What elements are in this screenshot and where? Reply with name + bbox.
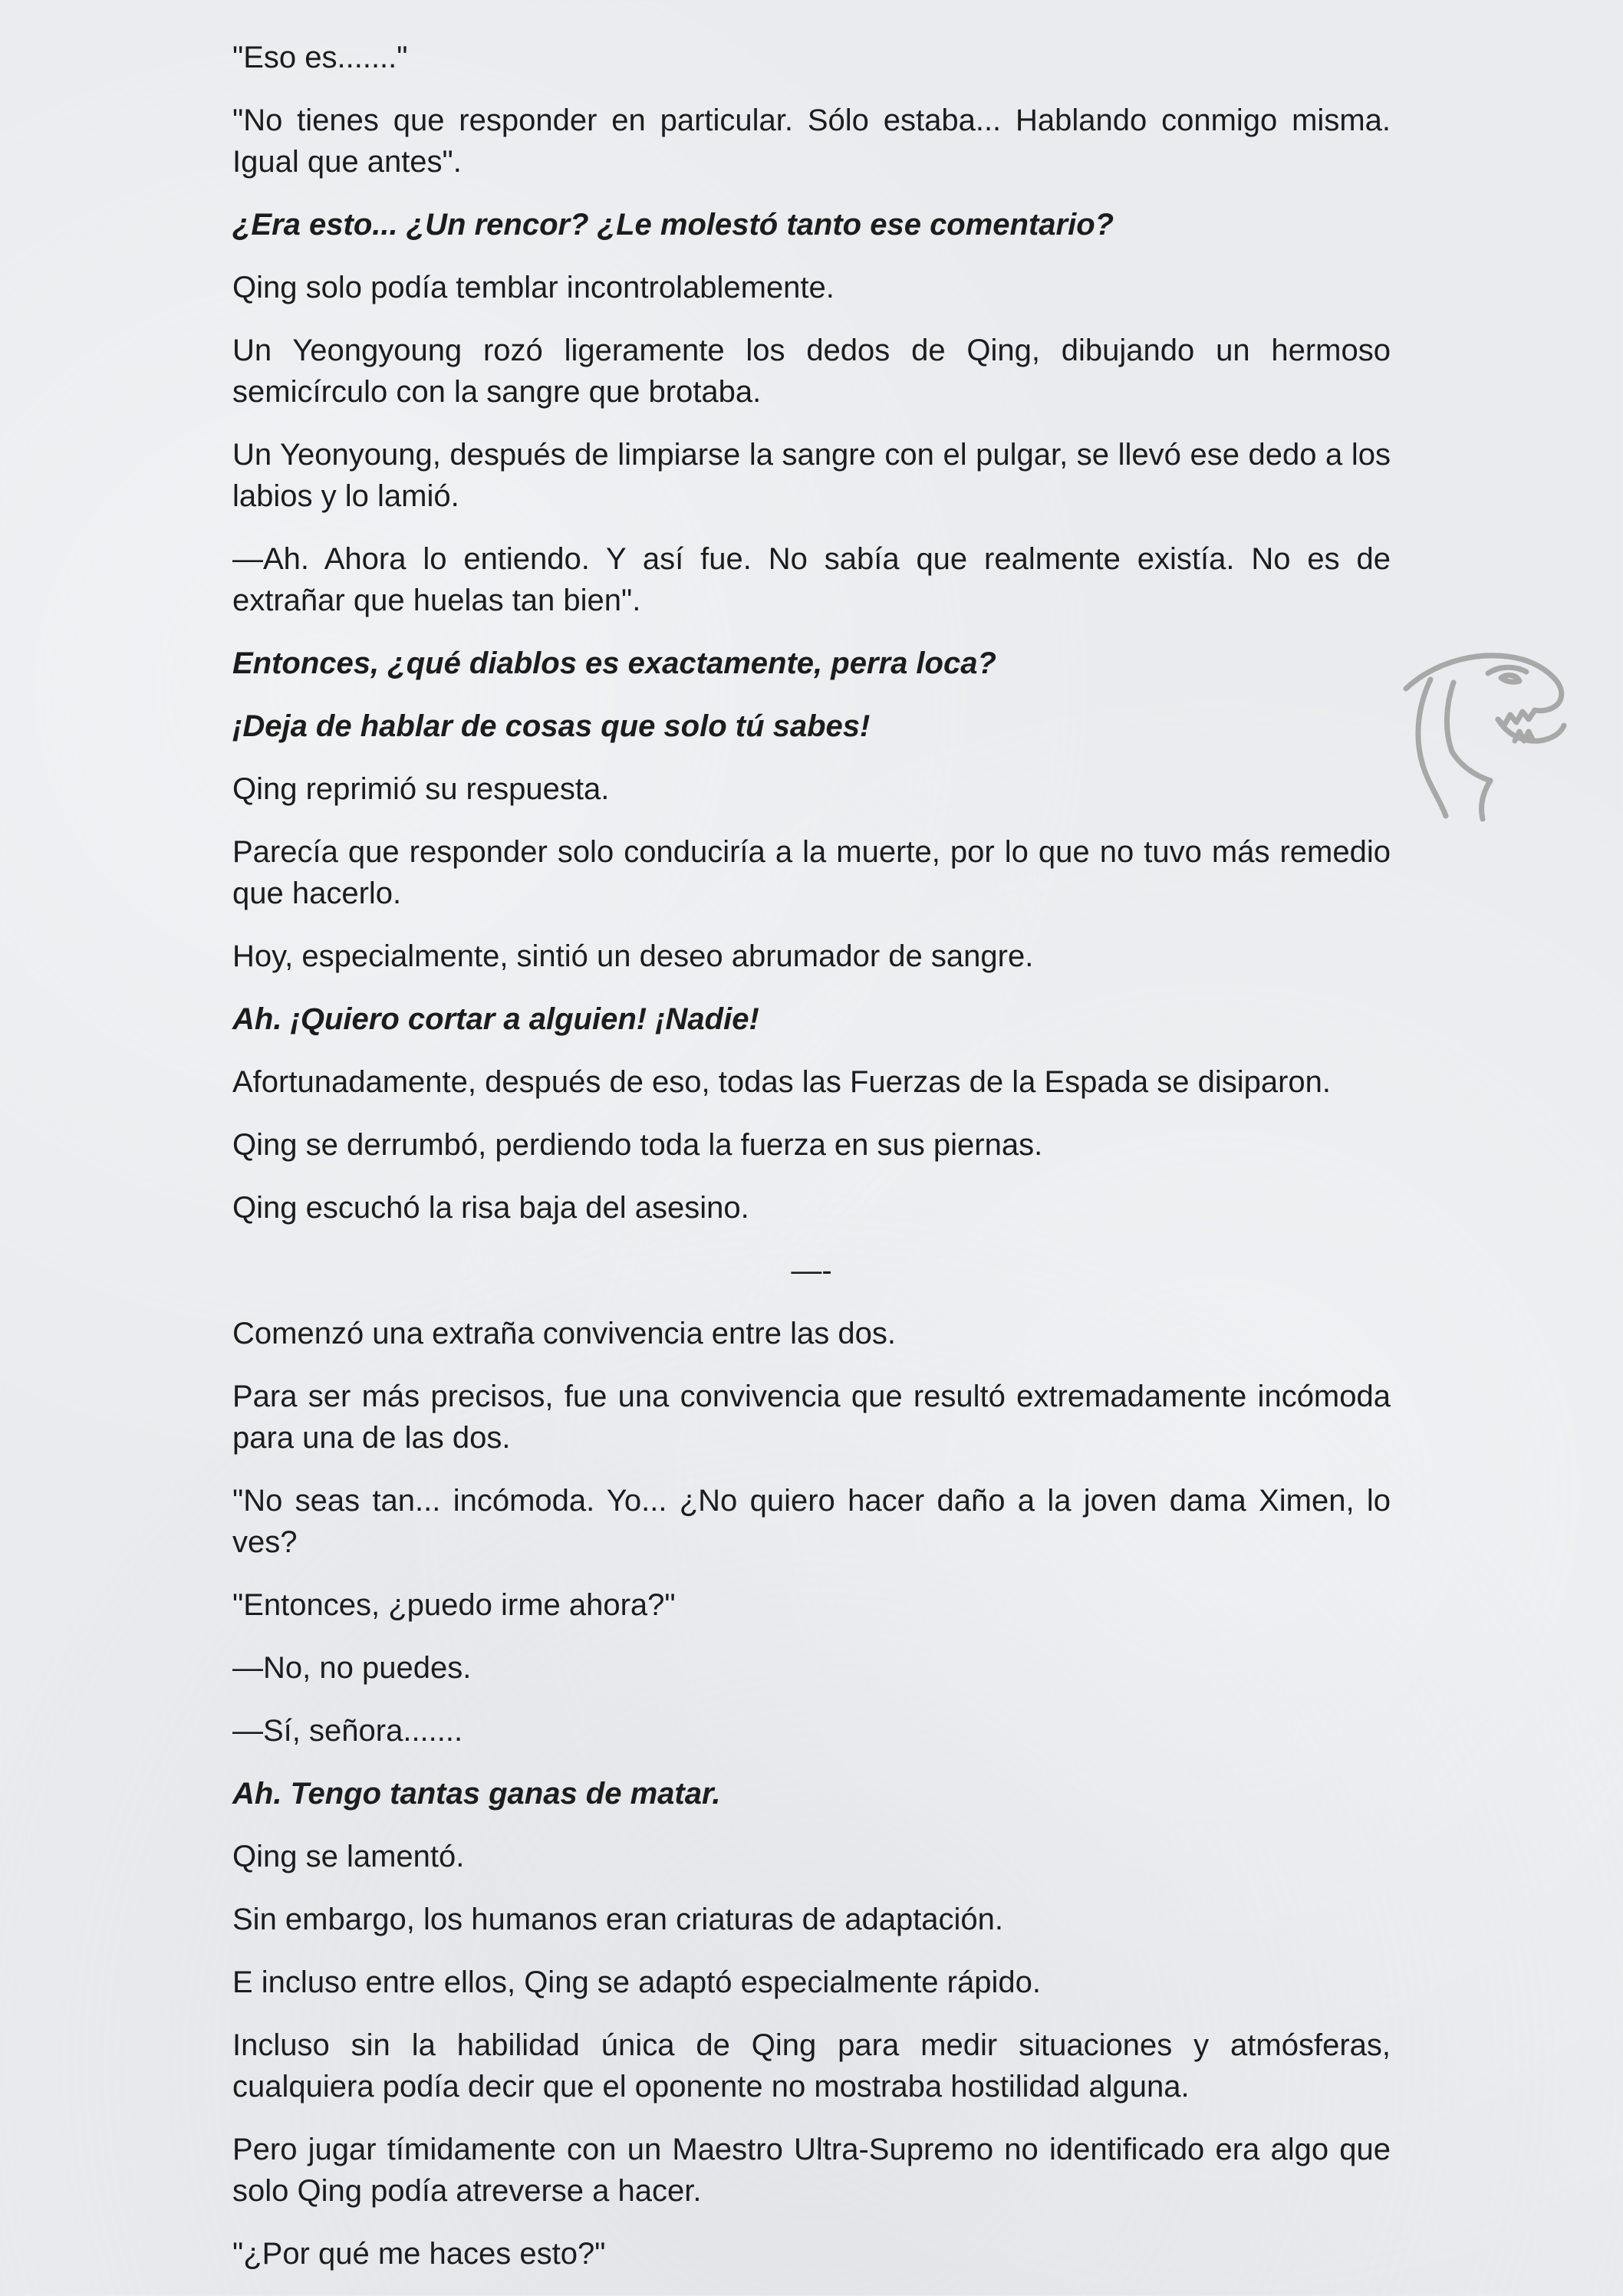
paragraph: Sin embargo, los humanos eran criaturas de adaptación. — [232, 1903, 1004, 1936]
paragraph: Parecía que responder solo conduciría a la muerte, por lo que no tuvo más remedio que hacerlo. — [232, 835, 1391, 910]
paragraph: —Ah. Ahora lo entiendo. Y así fue. No sabía que realmente existía. No es de extrañar que huelas tan bien". — [232, 542, 1391, 617]
thought-paragraph: Ah. ¡Quiero cortar a alguien! ¡Nadie! — [232, 1002, 759, 1036]
paragraph: "No tienes que responder en particular. Sólo estaba... Hablando conmigo misma. Igual que antes". — [232, 104, 1391, 179]
document-page — [232, 37, 1391, 2296]
paragraph: "Eso es......." — [232, 41, 408, 74]
paragraph: Qing escuchó la risa baja del asesino. — [232, 1191, 749, 1225]
paragraph: "¿Por qué me haces esto?" — [232, 2237, 606, 2271]
paragraph: Qing reprimió su respuesta. — [232, 772, 610, 806]
paragraph: E incluso entre ellos, Qing se adaptó especialmente rápido. — [232, 1965, 1041, 1999]
paragraph: Qing solo podía temblar incontrolablemente. — [232, 271, 835, 304]
thought-paragraph: ¿Era esto... ¿Un rencor? ¿Le molestó tanto ese comentario? — [232, 208, 1114, 242]
thought-paragraph: Entonces, ¿qué diablos es exactamente, perra loca? — [232, 646, 996, 680]
paragraph: Un Yeongyoung rozó ligeramente los dedos de Qing, dibujando un hermoso semicírculo con la sangre que brotaba. — [232, 334, 1391, 409]
paragraph: "No seas tan... incómoda. Yo... ¿No quiero hacer daño a la joven dama Ximen, lo ves? — [232, 1484, 1391, 1559]
paragraph: Qing se derrumbó, perdiendo toda la fuerza en sus piernas. — [232, 1128, 1043, 1162]
paragraph: Pero jugar tímidamente con un Maestro Ultra-Supremo no identificado era algo que solo Qing podía atreverse a hacer. — [232, 2133, 1391, 2208]
thought-paragraph: Ah. Tengo tantas ganas de matar. — [232, 1777, 721, 1811]
paragraph: Hoy, especialmente, sintió un deseo abrumador de sangre. — [232, 939, 1034, 973]
dinosaur-head-icon — [1400, 635, 1576, 827]
paragraph: Incluso sin la habilidad única de Qing para medir situaciones y atmósferas, cualquiera podía decir que el oponente no mostraba hostilidad alguna. — [232, 2028, 1391, 2104]
paragraph: Para ser más precisos, fue una convivencia que resultó extremadamente incómoda para una de las dos. — [232, 1380, 1391, 1455]
paragraph: —Sí, señora....... — [232, 1714, 463, 1748]
paragraph: Comenzó una extraña convivencia entre las dos. — [232, 1317, 896, 1350]
paragraph: Un Yeonyoung, después de limpiarse la sangre con el pulgar, se llevó ese dedo a los labios y lo lamió. — [232, 438, 1391, 513]
thought-paragraph: ¡Deja de hablar de cosas que solo tú sabes! — [232, 709, 871, 743]
paragraph: Qing se lamentó. — [232, 1840, 465, 1873]
paragraph: Afortunadamente, después de eso, todas las Fuerzas de la Espada se disiparon. — [232, 1065, 1332, 1099]
scene-separator: —- — [791, 1254, 832, 1288]
paragraph: —No, no puedes. — [232, 1651, 472, 1685]
paragraph: "Entonces, ¿puedo irme ahora?" — [232, 1588, 676, 1622]
